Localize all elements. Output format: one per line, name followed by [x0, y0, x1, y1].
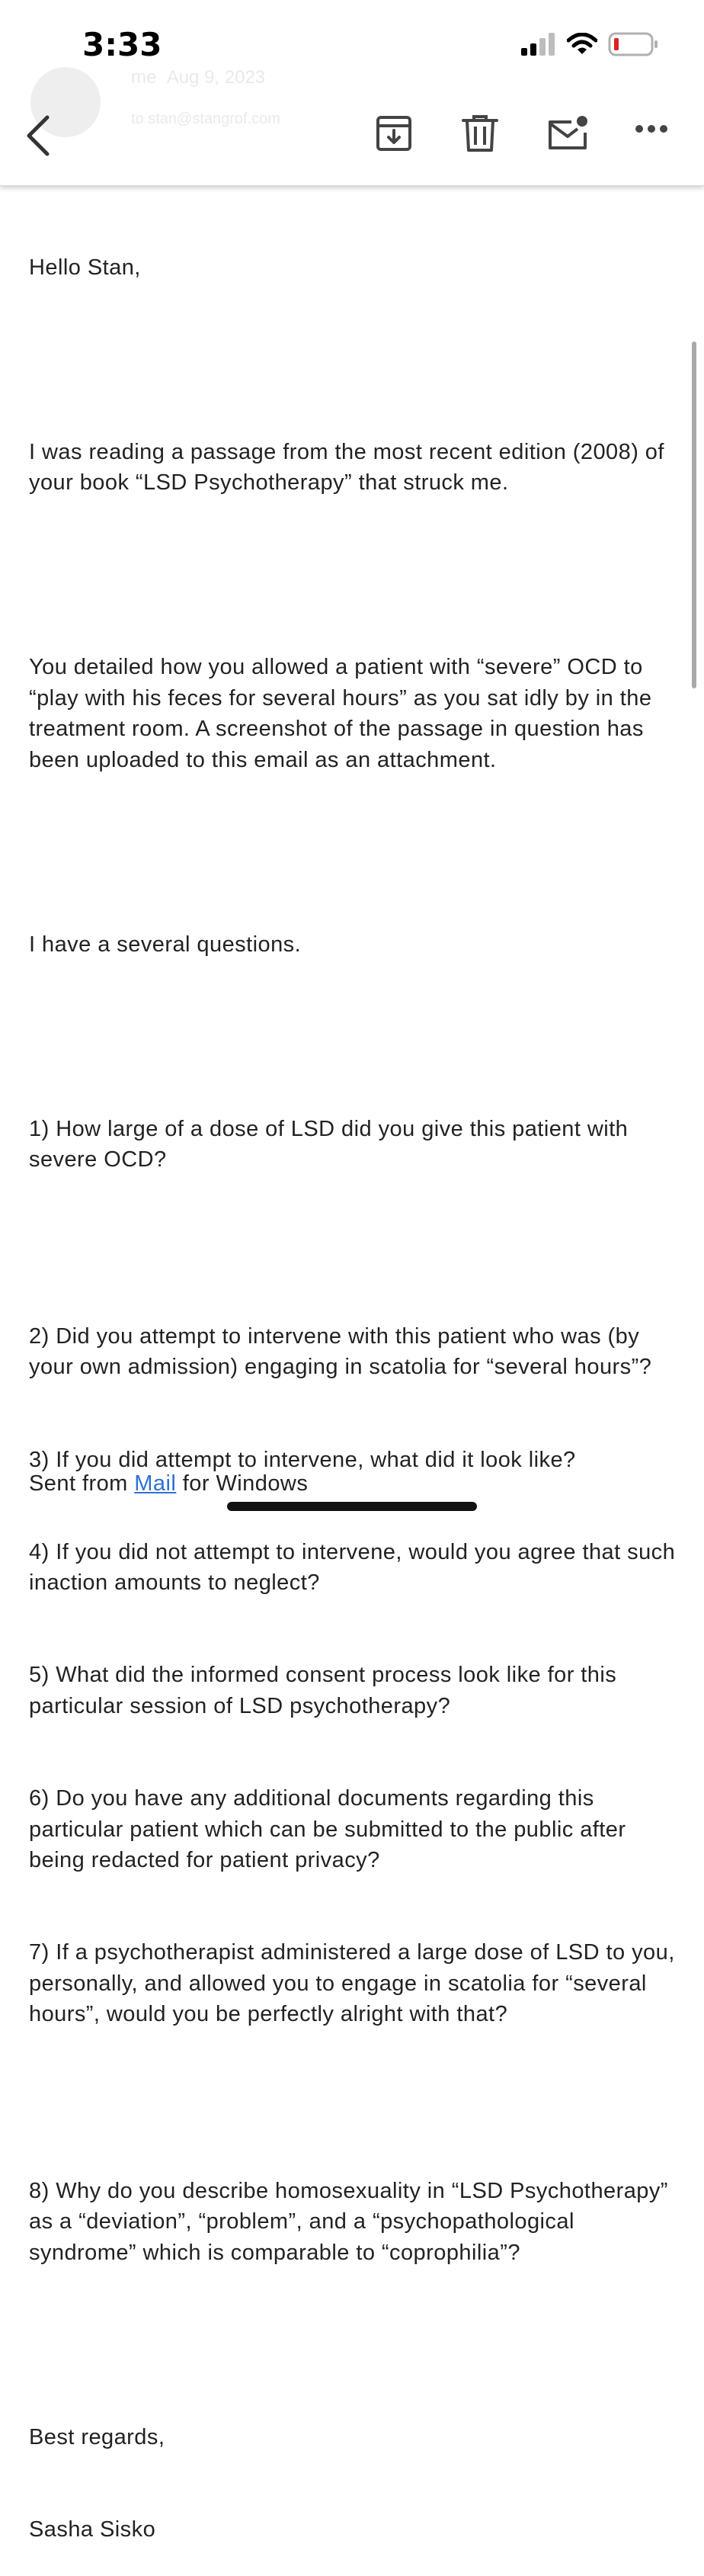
wifi-icon — [567, 33, 597, 56]
question: 6) Do you have any additional documents regarding this particular patient which can be submitted to the public after being redacted for patient privacy? — [29, 1786, 633, 1872]
email-toolbar — [0, 0, 704, 186]
closing: Best regards, — [29, 2424, 165, 2449]
signal-icon — [521, 33, 556, 56]
ghost-sender: me Aug 9, 2023 — [131, 67, 266, 88]
paragraph: I was reading a passage from the most recent edition (2008) of your book “LSD Psychotherapy” that struck me. — [29, 439, 671, 496]
back-icon[interactable] — [23, 113, 53, 159]
battery-icon — [608, 32, 658, 56]
more-icon[interactable] — [635, 124, 668, 134]
question: 7) If a psychotherapist administered a large dose of LSD to you, personally, and allowed you to engage in scatolia for “several hours”, would you be perfectly alright with that? — [29, 1940, 682, 2026]
status-time: 3:33 — [82, 26, 162, 63]
question: 3) If you did attempt to intervene, what did it look like? — [29, 1447, 576, 1472]
paragraph: You detailed how you allowed a patient with “severe” OCD to “play with his feces for several hours” as you sat idly by in the treatment room. A screenshot of the passage in question has been uploaded to this email as an attachment. — [29, 655, 658, 772]
question: 2) Did you attempt to intervene with this patient who was (by your own admission) engaging in scatolia for “several hours”? — [29, 1324, 652, 1380]
paragraph: I have a several questions. — [29, 932, 302, 957]
question: 4) If you did not attempt to intervene, would you agree that such inaction amounts to neglect? — [29, 1539, 682, 1596]
question: 8) Why do you describe homosexuality in “LSD Psychotherapy” as a “deviation”, “problem”, and a “psychopathological syndrome” which is comparable to “coprophilia”? — [29, 2178, 675, 2265]
home-indicator[interactable] — [227, 1502, 477, 1511]
footer-prefix: Sent from — [29, 1471, 135, 1496]
greeting: Hello Stan, — [29, 255, 141, 280]
archive-icon[interactable] — [375, 114, 413, 152]
email-body — [29, 191, 684, 2576]
question: 1) How large of a dose of LSD did you give this patient with severe OCD? — [29, 1116, 635, 1172]
question: 5) What did the informed consent process look like for this particular session of LSD psychotherapy? — [29, 1663, 623, 1718]
trash-icon[interactable] — [462, 114, 498, 152]
email-footer — [29, 1468, 308, 1499]
ghost-recipient: to stan@stangrof.com — [131, 111, 280, 127]
mark-unread-icon[interactable] — [547, 114, 590, 152]
signature: Sasha Sisko — [29, 2517, 156, 2542]
status-icons — [521, 32, 658, 56]
footer-suffix: for Windows — [176, 1471, 309, 1496]
scrollbar[interactable] — [692, 342, 696, 688]
mail-link[interactable]: Mail — [134, 1471, 177, 1496]
